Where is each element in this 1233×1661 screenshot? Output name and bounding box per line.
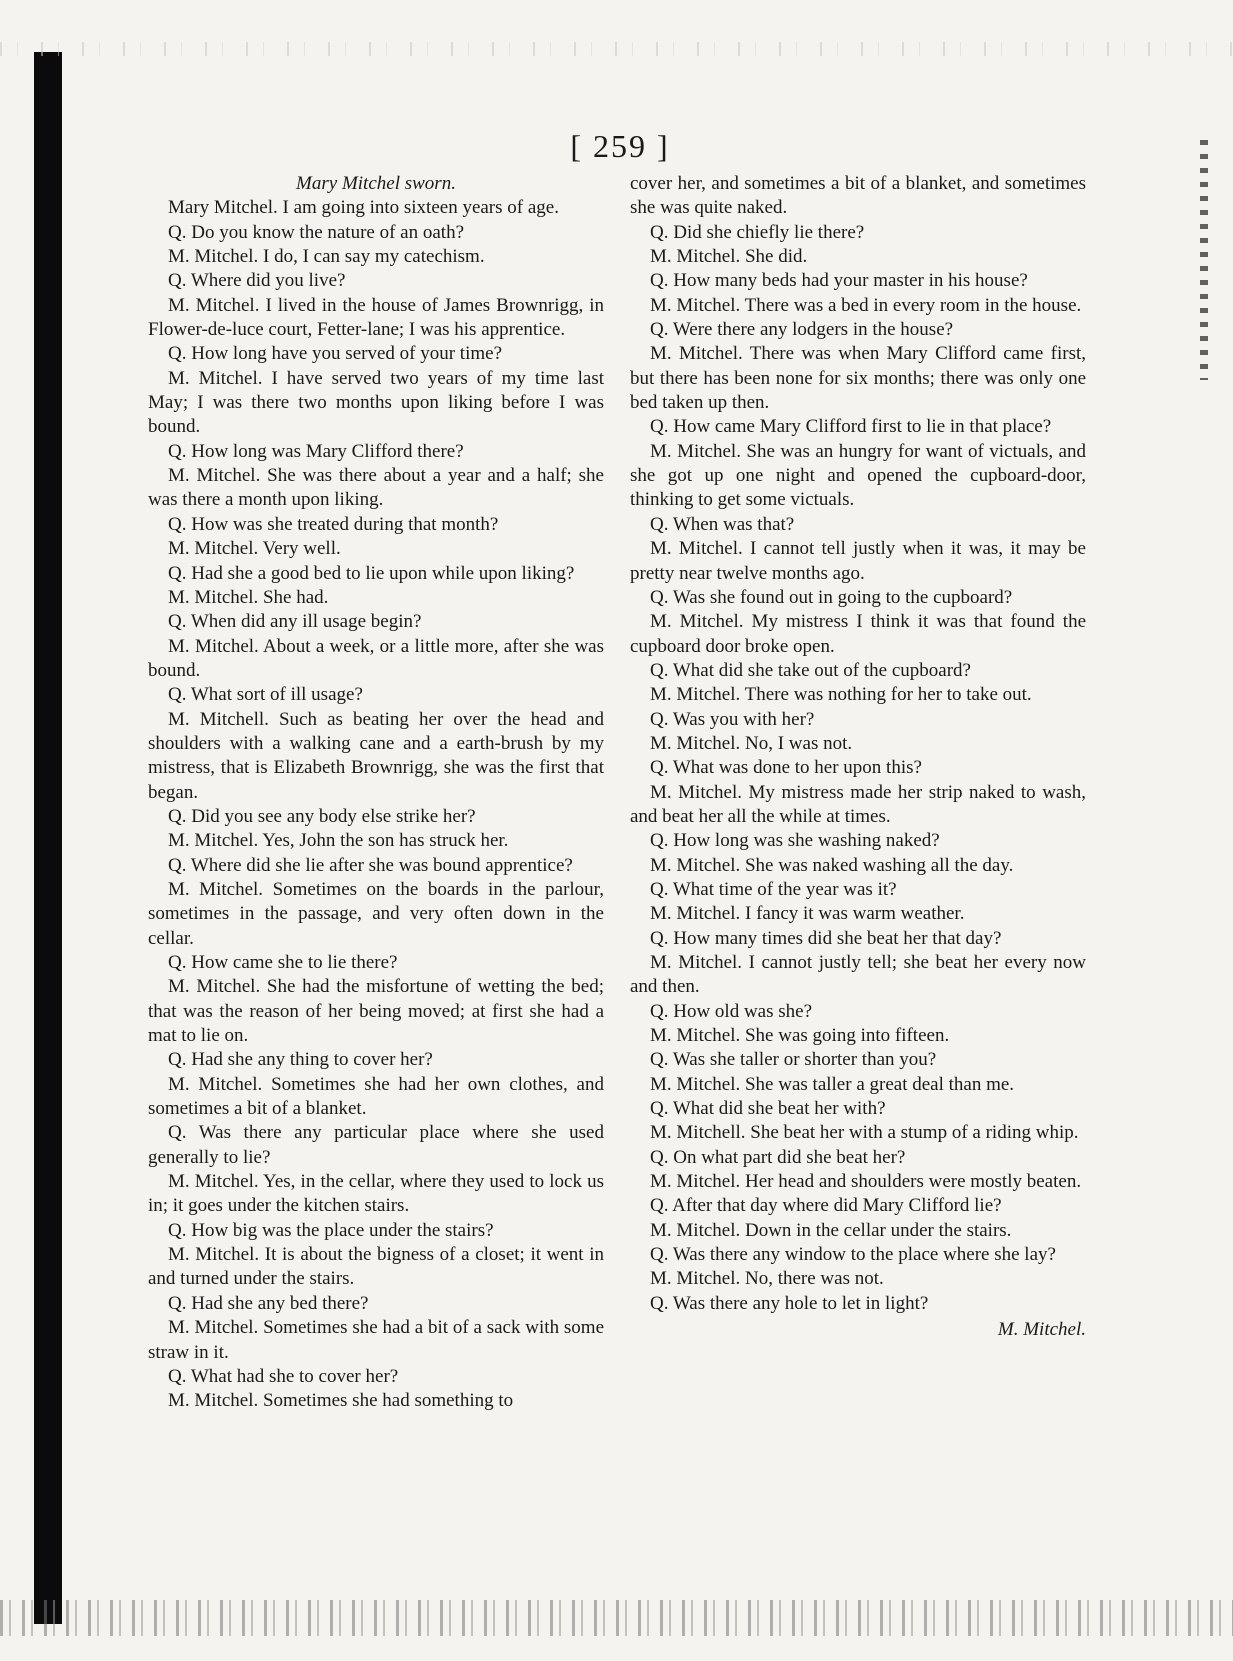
paragraph: Q. How was she treated during that month? <box>168 513 499 535</box>
paragraph: M. Mitchel. I cannot tell justly when it was, it may be pretty near twelve months ago. <box>630 538 1086 584</box>
paragraph: Q. Were there any lodgers in the house? <box>650 319 954 341</box>
paragraph: Q. How long have you served of your time? <box>168 343 503 365</box>
scan-noise-bottom <box>0 1600 1233 1636</box>
paragraph: Q. Was she taller or shorter than you? <box>650 1049 937 1071</box>
paragraph-continued: cover her, and sometimes a bit of a blanket, and sometimes she was quite naked. <box>630 173 1086 219</box>
paragraph: Q. How old was she? <box>650 1000 813 1022</box>
paragraph: Q. After that day where did Mary Clifford lie? <box>650 1195 1002 1217</box>
margin-marks <box>1200 140 1208 380</box>
catchword: M. Mitchel. <box>997 1319 1086 1341</box>
paragraph: M. Mitchel. Her head and shoulders were mostly beaten. <box>650 1171 1082 1193</box>
paragraph: M. Mitchel. There was when Mary Clifford came first, but there has been none for six months; there was only one bed taken up then. <box>630 343 1086 414</box>
paragraph: M. Mitchel. I fancy it was warm weather. <box>650 903 965 925</box>
paragraph: M. Mitchel. She was naked washing all the day. <box>650 854 1014 876</box>
right-column <box>630 172 1086 1343</box>
paragraph: M. Mitchel. She had the misfortune of wetting the bed; that was the reason of her being moved; at first she had a mat to lie on. <box>148 976 604 1047</box>
paragraph: Q. What time of the year was it? <box>650 878 897 900</box>
paragraph: Q. Was she found out in going to the cupboard? <box>650 586 1013 608</box>
paragraph: Q. On what part did she beat her? <box>650 1146 906 1168</box>
section-heading: Mary Mitchel sworn. <box>296 173 456 194</box>
paragraph: Q. How came she to lie there? <box>168 952 398 973</box>
paragraph: Mary Mitchel. I am going into sixteen years of age. <box>168 197 559 219</box>
paragraph: Q. Did she chiefly lie there? <box>650 221 865 243</box>
paragraph: M. Mitchel. No, I was not. <box>650 732 853 754</box>
paragraph: M. Mitchel. I have served two years of my time last May; I was there two months upon liking before I was bound. <box>148 367 604 438</box>
paragraph: Q. What sort of ill usage? <box>168 684 363 706</box>
paragraph: M. Mitchel. She was taller a great deal than me. <box>650 1073 1015 1095</box>
paragraph: M. Mitchel. I do, I can say my catechism. <box>168 246 485 268</box>
paragraph: Q. When was that? <box>650 513 795 535</box>
paragraph: Q. What did she beat her with? <box>650 1098 886 1120</box>
scan-noise-top <box>0 42 1233 56</box>
paragraph: M. Mitchel. She was going into fifteen. <box>650 1025 950 1047</box>
paragraph: M. Mitchel. Yes, John the son has struck her. <box>168 830 509 852</box>
paragraph: Q. How long was Mary Clifford there? <box>168 440 464 462</box>
paragraph: M. Mitchel. She had. <box>168 586 329 608</box>
paragraph: Q. Had she any bed there? <box>168 1292 369 1314</box>
binding-shadow <box>34 52 62 1624</box>
paragraph: M. Mitchel. There was a bed in every room in the house. <box>650 294 1082 316</box>
paragraph: M. Mitchel. Very well. <box>168 538 341 560</box>
paragraph: M. Mitchell. Such as beating her over the head and shoulders with a walking cane and a earth-brush by my mistress, that is Elizabeth Brownrigg, she was the first that began. <box>148 708 604 803</box>
paragraph: Q. Where did she lie after she was bound apprentice? <box>168 854 573 876</box>
paragraph: Q. Was there any particular place where she used generally to lie? <box>148 1122 604 1168</box>
paragraph: Q. Had she any thing to cover her? <box>168 1049 433 1071</box>
paragraph: Q. Was you with her? <box>650 708 815 730</box>
paragraph: Q. How big was the place under the stairs? <box>168 1219 494 1241</box>
paragraph: Q. How came Mary Clifford first to lie in that place? <box>650 416 1052 438</box>
paragraph: Q. Did you see any body else strike her? <box>168 805 476 827</box>
paragraph: Q. How many beds had your master in his house? <box>650 270 1028 292</box>
paragraph: M. Mitchel. Sometimes on the boards in the parlour, sometimes in the passage, and very often down in the cellar. <box>148 878 604 949</box>
page-number: [ 259 ] <box>570 128 670 164</box>
paragraph: M. Mitchel. She was an hungry for want of victuals, and she got up one night and opened the cupboard-door, thinking to get some victuals. <box>630 440 1086 511</box>
paragraph: Q. What had she to cover her? <box>168 1365 399 1387</box>
paragraph: Q. What did she take out of the cupboard? <box>650 659 971 681</box>
paragraph: M. Mitchel. She did. <box>650 246 808 268</box>
paragraph: Q. How many times did she beat her that day? <box>650 927 1002 949</box>
paragraph: Q. How long was she washing naked? <box>650 830 940 852</box>
paragraph: M. Mitchel. Down in the cellar under the stairs. <box>650 1219 1012 1241</box>
paragraph: Q. What was done to her upon this? <box>650 757 922 779</box>
paragraph: M. Mitchell. She beat her with a stump of a riding whip. <box>650 1122 1079 1144</box>
paragraph: M. Mitchel. Sometimes she had something to <box>168 1390 514 1412</box>
paragraph: Q. Was there any window to the place where she lay? <box>650 1244 1056 1266</box>
paragraph: M. Mitchel. Sometimes she had a bit of a sack with some straw in it. <box>148 1317 604 1363</box>
paragraph: M. Mitchel. My mistress made her strip naked to wash, and beat her all the while at times. <box>630 781 1086 827</box>
paragraph: M. Mitchel. My mistress I think it was that found the cupboard door broke open. <box>630 611 1086 657</box>
paragraph: M. Mitchel. I cannot justly tell; she beat her every now and then. <box>630 952 1086 998</box>
left-column <box>148 172 604 1414</box>
paragraph: M. Mitchel. It is about the bigness of a closet; it went in and turned under the stairs. <box>148 1244 604 1290</box>
paragraph: Q. When did any ill usage begin? <box>168 611 422 633</box>
paragraph: M. Mitchel. Sometimes she had her own clothes, and sometimes a bit of a blanket. <box>148 1073 604 1120</box>
paragraph: M. Mitchel. I lived in the house of James Brownrigg, in Flower-de-luce court, Fetter-lane; I was his apprentice. <box>148 294 604 341</box>
paragraph: M. Mitchel. She was there about a year and a half; she was there a month upon liking. <box>148 465 604 511</box>
paragraph: Q. Do you know the nature of an oath? <box>168 221 465 243</box>
paragraph: M. Mitchel. There was nothing for her to take out. <box>650 684 1032 706</box>
paragraph: M. Mitchel. No, there was not. <box>650 1268 884 1290</box>
paragraph: Q. Had she a good bed to lie upon while upon liking? <box>168 562 575 584</box>
paragraph: Q. Where did you live? <box>168 270 346 292</box>
paragraph: M. Mitchel. About a week, or a little more, after she was bound. <box>148 635 604 681</box>
paragraph: Q. Was there any hole to let in light? <box>650 1292 929 1314</box>
paragraph: M. Mitchel. Yes, in the cellar, where they used to lock us in; it goes under the kitchen stairs. <box>148 1171 604 1217</box>
